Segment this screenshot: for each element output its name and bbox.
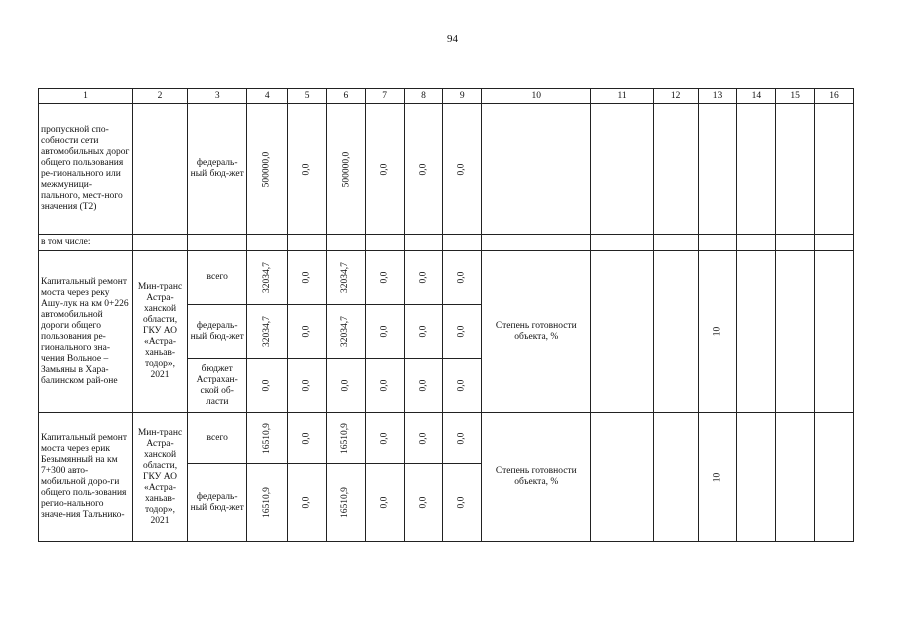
value-cell: 32034,7 [247, 305, 288, 359]
empty-cell [737, 413, 776, 542]
column-number: 9 [443, 89, 482, 104]
column-number: 8 [404, 89, 443, 104]
empty-cell [653, 251, 698, 413]
column-number: 5 [288, 89, 327, 104]
value-cell: 0,0 [404, 104, 443, 235]
empty-cell [776, 413, 815, 542]
value-cell: 0,0 [365, 413, 404, 464]
value-cell: 0,0 [365, 305, 404, 359]
target-value: 10 [698, 413, 737, 542]
column-number: 3 [188, 89, 247, 104]
value-cell: 16510,9 [326, 413, 365, 464]
column-number: 1 [39, 89, 133, 104]
value-cell: 0,0 [288, 305, 327, 359]
empty-cell [815, 251, 854, 413]
column-number: 12 [653, 89, 698, 104]
value-cell: 32034,7 [247, 251, 288, 305]
activity-name: пропускной спо-собности сети автомобильных дорог общего пользования ре-гионального или межмуници-пального, мест-ного значения (Т2) [39, 104, 133, 235]
empty-cell [591, 251, 653, 413]
subheader-label: в том числе: [39, 235, 133, 251]
column-number-row [39, 89, 854, 104]
empty-cell [737, 251, 776, 413]
empty-cell [776, 251, 815, 413]
value-cell: 0,0 [404, 359, 443, 413]
column-number: 6 [326, 89, 365, 104]
empty-cell [591, 104, 653, 235]
value-cell: 0,0 [443, 305, 482, 359]
indicator-cell [482, 104, 591, 235]
executor: Мин-транс Астра-ханской области, ГКУ АО «Астра-ханьав-тодор», 2021 [132, 251, 187, 413]
funding-source: всего [188, 413, 247, 464]
subheader-row [39, 235, 854, 251]
funding-source: федераль-ный бюд-жет [188, 104, 247, 235]
column-number: 16 [815, 89, 854, 104]
project-name: Капитальный ремонт моста через реку Ашу-лук на км 0+226 автомобильной дороги общего пользования ре-гионального зна-чения Вольное – Замьяны в Хара-балинском рай-оне [39, 251, 133, 413]
executor: Мин-транс Астра-ханской области, ГКУ АО «Астра-ханьав-тодор», 2021 [132, 413, 187, 542]
value-cell: 0,0 [288, 104, 327, 235]
column-number: 4 [247, 89, 288, 104]
column-number: 14 [737, 89, 776, 104]
project-name: Капитальный ремонт моста через ерик Безымянный на км 7+300 авто-мобильной доро-ги общего поль-зования регио-нального значе-ния Талънико- [39, 413, 133, 542]
value-cell: 0,0 [288, 359, 327, 413]
value-cell: 0,0 [365, 104, 404, 235]
value-cell: 0,0 [365, 464, 404, 542]
executor-cell [132, 104, 187, 235]
value-cell: 0,0 [365, 251, 404, 305]
empty-cell [591, 413, 653, 542]
target-value: 10 [698, 251, 737, 413]
table-row [39, 251, 854, 305]
column-number: 11 [591, 89, 653, 104]
value-cell: 0,0 [326, 359, 365, 413]
empty-cell [737, 104, 776, 235]
table-row [39, 413, 854, 464]
value-cell: 500000,0 [326, 104, 365, 235]
value-cell: 500000,0 [247, 104, 288, 235]
column-number: 13 [698, 89, 737, 104]
value-cell: 0,0 [247, 359, 288, 413]
value-cell: 0,0 [443, 464, 482, 542]
value-cell: 0,0 [443, 359, 482, 413]
empty-cell [815, 104, 854, 235]
column-number: 2 [132, 89, 187, 104]
funding-source: бюджет Астрахан-ской об-ласти [188, 359, 247, 413]
value-cell: 0,0 [365, 359, 404, 413]
value-cell: 32034,7 [326, 305, 365, 359]
page-number: 94 [447, 33, 458, 45]
empty-cell [653, 104, 698, 235]
value-cell: 0,0 [404, 251, 443, 305]
empty-cell [815, 413, 854, 542]
value-cell: 0,0 [288, 413, 327, 464]
value-cell: 0,0 [288, 464, 327, 542]
funding-source: всего [188, 251, 247, 305]
funding-source: федераль-ный бюд-жет [188, 464, 247, 542]
value-cell: 16510,9 [326, 464, 365, 542]
budget-table [38, 88, 854, 542]
value-cell: 0,0 [443, 104, 482, 235]
indicator: Степень готовности объекта, % [482, 251, 591, 413]
indicator: Степень готовности объекта, % [482, 413, 591, 542]
value-cell: 0,0 [443, 251, 482, 305]
column-number: 10 [482, 89, 591, 104]
value-cell: 16510,9 [247, 464, 288, 542]
value-cell: 0,0 [404, 413, 443, 464]
empty-cell [698, 104, 737, 235]
value-cell: 0,0 [443, 413, 482, 464]
funding-source: федераль-ный бюд-жет [188, 305, 247, 359]
empty-cell [653, 413, 698, 542]
empty-cell [776, 104, 815, 235]
value-cell: 0,0 [404, 305, 443, 359]
value-cell: 16510,9 [247, 413, 288, 464]
column-number: 7 [365, 89, 404, 104]
column-number: 15 [776, 89, 815, 104]
value-cell: 32034,7 [326, 251, 365, 305]
value-cell: 0,0 [288, 251, 327, 305]
table-row [39, 104, 854, 235]
value-cell: 0,0 [404, 464, 443, 542]
